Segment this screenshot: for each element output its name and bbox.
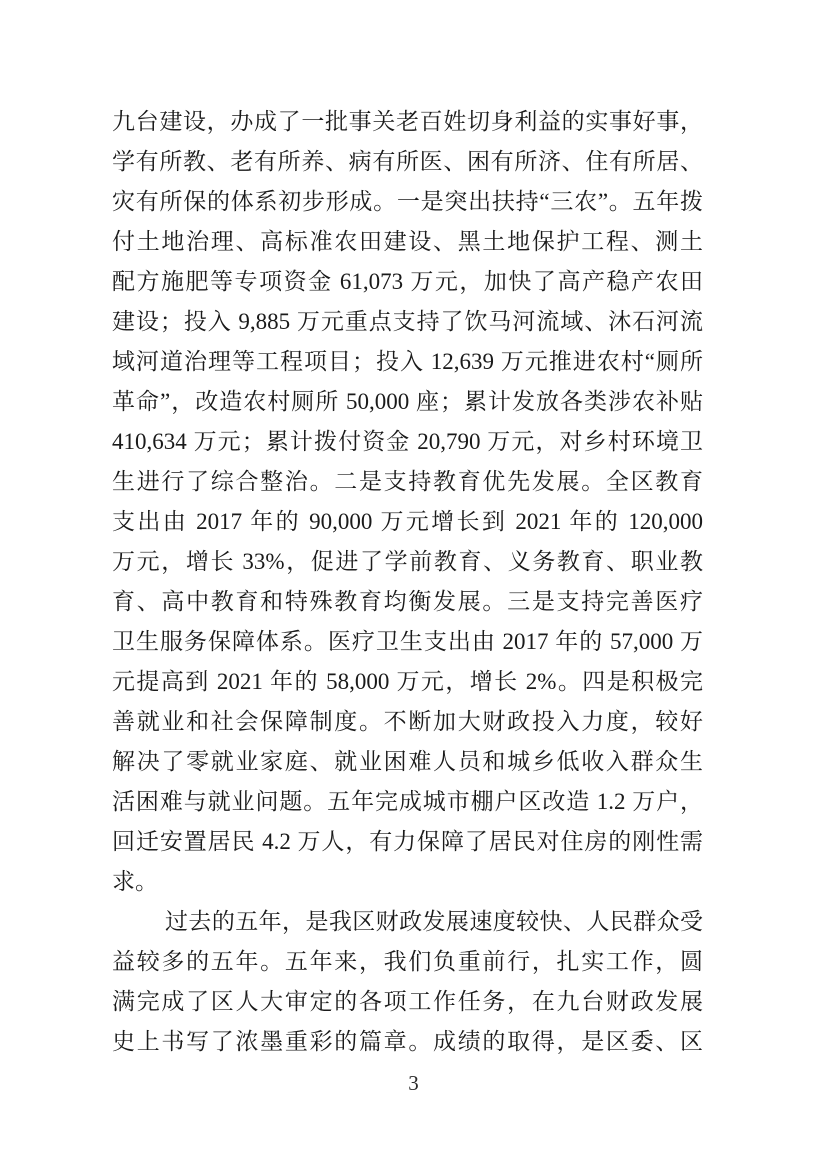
text-line: 活困难与就业问题。五年完成城市棚户区改造 1.2 万户， (112, 789, 703, 814)
text-line: 配方施肥等专项资金 61,073 万元，加快了高产稳产农田 (112, 269, 703, 294)
text-line: 灾有所保的体系初步形成。一是突出扶持“三农”。五年拨 (112, 189, 703, 214)
text-line: 410,634 万元；累计拨付资金 20,790 万元，对乡村环境卫 (112, 429, 703, 454)
text-line: 建设；投入 9,885 万元重点支持了饮马河流域、沐石河流 (112, 309, 703, 334)
text-line: 付土地治理、高标准农田建设、黑土地保护工程、测土 (112, 229, 703, 254)
text-line: 九台建设，办成了一批事关老百姓切身利益的实事好事， (112, 109, 703, 134)
text-line: 元提高到 2021 年的 58,000 万元，增长 2%。四是积极完 (112, 669, 703, 694)
text-line: 万元，增长 33%，促进了学前教育、义务教育、职业教 (112, 549, 703, 574)
text-line: 卫生服务保障体系。医疗卫生支出由 2017 年的 57,000 万 (112, 629, 703, 654)
text-line: 善就业和社会保障制度。不断加大财政投入力度，较好 (112, 709, 703, 734)
text-line: 史上书写了浓墨重彩的篇章。成绩的取得，是区委、区 (112, 1029, 703, 1054)
text-line: 学有所教、老有所养、病有所医、困有所济、住有所居、 (112, 149, 703, 174)
text-line: 满完成了区人大审定的各项工作任务，在九台财政发展 (112, 989, 703, 1014)
page-number: 3 (408, 1071, 419, 1095)
paragraph (112, 102, 703, 902)
text-line: 回迁安置居民 4.2 万人，有力保障了居民对住房的刚性需 (112, 829, 703, 854)
text-line: 革命”，改造农村厕所 50,000 座；累计发放各类涉农补贴 (112, 389, 703, 414)
document-body (112, 102, 703, 1062)
text-line: 育、高中教育和特殊教育均衡发展。三是支持完善医疗 (112, 589, 703, 614)
text-line: 过去的五年，是我区财政发展速度较快、人民群众受 (165, 909, 703, 934)
text-line: 求。 (112, 869, 158, 894)
text-line: 域河道治理等工程项目；投入 12,639 万元推进农村“厕所 (112, 349, 703, 374)
page-footer (0, 1070, 827, 1096)
text-line: 益较多的五年。五年来，我们负重前行，扎实工作，圆 (112, 949, 703, 974)
paragraph (112, 902, 703, 1062)
text-line: 支出由 2017 年的 90,000 万元增长到 2021 年的 120,000 (112, 509, 703, 534)
text-line: 解决了零就业家庭、就业困难人员和城乡低收入群众生 (112, 749, 703, 774)
text-line: 生进行了综合整治。二是支持教育优先发展。全区教育 (112, 469, 703, 494)
